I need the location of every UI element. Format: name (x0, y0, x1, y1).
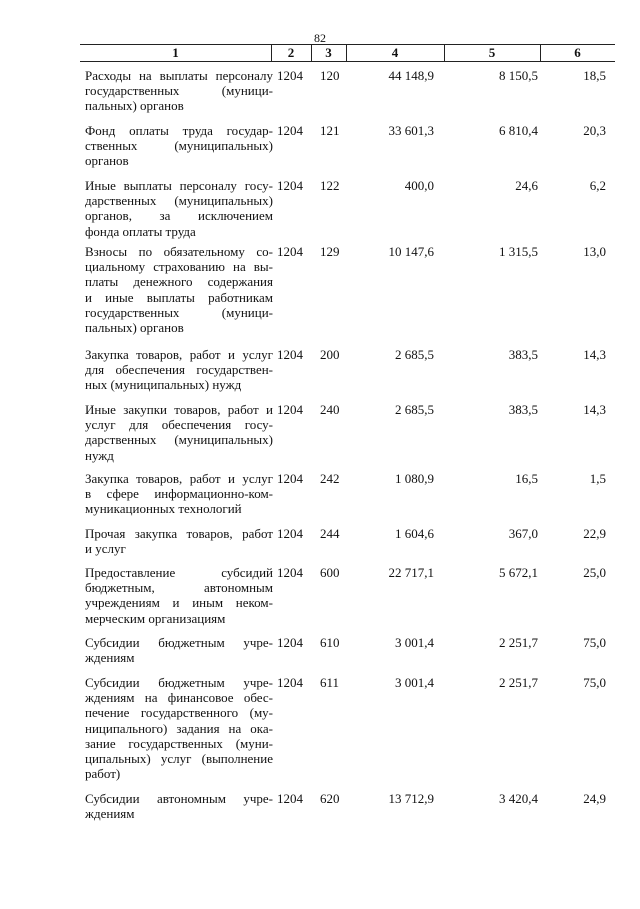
page-number: 82 (314, 31, 326, 45)
cell-c5: 3 420,4 (499, 791, 538, 806)
cell-c2: 1204 (277, 675, 303, 690)
cell-c5: 24,6 (515, 178, 538, 193)
row-name-line: муникационных технологий (85, 501, 242, 517)
cell-c6: 24,9 (583, 791, 606, 806)
row-name-line: платы денежного содержания (85, 274, 273, 290)
row-name-line: нужд (85, 447, 114, 463)
row-name-line: органов (85, 153, 129, 169)
cell-c2: 1204 (277, 402, 303, 417)
row-name-line: циальному страхованию на вы- (85, 259, 273, 275)
cell-c4: 3 001,4 (395, 635, 434, 650)
cell-c3: 611 (320, 675, 340, 690)
row-name-line: государственных (муници- (85, 83, 273, 99)
row-name (85, 471, 273, 517)
row-name-line: Иные выплаты персоналу госу- (85, 178, 273, 193)
cell-c6: 6,2 (589, 178, 606, 193)
cell-c2: 1204 (277, 347, 303, 362)
cell-c3: 129 (320, 244, 340, 259)
cell-c4: 3 001,4 (395, 675, 434, 690)
cell-c4: 44 148,9 (388, 68, 434, 83)
row-name-line: Субсидии бюджетным учре- (85, 635, 273, 650)
budget-table (80, 44, 615, 822)
header-col-6: 6 (574, 45, 581, 60)
header-col-2: 2 (287, 45, 295, 60)
row-name (85, 68, 273, 114)
row-name-line: Субсидии бюджетным учре- (85, 675, 273, 690)
cell-c2: 1204 (277, 123, 303, 138)
row-name-line: ждениям на финансовое обес- (85, 690, 273, 706)
header-col-3: 3 (325, 45, 332, 60)
row-name-line: Взносы по обязательному со- (85, 244, 273, 259)
cell-c4: 400,0 (404, 178, 434, 193)
row-name-line: ниципального) задания на ока- (85, 720, 273, 736)
header-col-5: 5 (488, 45, 496, 60)
row-name-line: и иные выплаты работникам (85, 289, 273, 305)
cell-c5: 383,5 (508, 347, 538, 362)
cell-c2: 1204 (277, 178, 303, 193)
row-name-line: ципальных) услуг (выполнение (85, 751, 273, 767)
cell-c5: 1 315,5 (499, 244, 538, 259)
cell-c3: 200 (320, 347, 340, 362)
cell-c3: 600 (320, 565, 340, 580)
cell-c6: 20,3 (583, 123, 606, 138)
row-name-line: органов, за исключением (85, 208, 273, 224)
row-name-line: Иные закупки товаров, работ и (85, 402, 273, 417)
cell-c6: 14,3 (583, 347, 606, 362)
cell-c3: 120 (320, 68, 340, 83)
row-name-line: ждениям (85, 650, 135, 666)
row-name-line: пальных) органов (85, 98, 184, 114)
cell-c2: 1204 (277, 526, 303, 541)
row-name-line: ждениям (85, 806, 135, 822)
cell-c6: 25,0 (583, 565, 606, 580)
row-name-line: ных (муниципальных) нужд (85, 377, 242, 393)
row-name-line: мерческим организациям (85, 610, 226, 626)
cell-c4: 33 601,3 (388, 123, 434, 138)
row-name (85, 178, 273, 239)
row-name (85, 123, 273, 169)
row-name-line: государственных (муници- (85, 304, 273, 320)
cell-c5: 8 150,5 (499, 68, 538, 83)
cell-c5: 367,0 (508, 526, 538, 541)
cell-c3: 620 (320, 791, 340, 806)
row-name (85, 635, 273, 665)
cell-c2: 1204 (277, 791, 303, 806)
cell-c6: 13,0 (583, 244, 606, 259)
cell-c6: 18,5 (583, 68, 606, 83)
row-name-line: и услуг (85, 541, 126, 557)
cell-c2: 1204 (277, 635, 303, 650)
row-name (85, 565, 273, 626)
row-name-line: Фонд оплаты труда государ- (85, 123, 273, 138)
cell-c4: 1 604,6 (395, 526, 434, 541)
cell-c5: 5 672,1 (499, 565, 538, 580)
cell-c4: 2 685,5 (395, 347, 434, 362)
cell-c3: 244 (320, 526, 340, 541)
cell-c6: 22,9 (583, 526, 606, 541)
header-col-1: 1 (172, 45, 179, 60)
row-name-line: ственных (муниципальных) (85, 138, 273, 154)
cell-c4: 22 717,1 (388, 565, 434, 580)
cell-c5: 6 810,4 (499, 123, 538, 138)
cell-c2: 1204 (277, 244, 303, 259)
row-name-line: дарственных (муниципальных) (85, 432, 273, 448)
row-name-line: печение государственного (му- (85, 705, 273, 721)
cell-c3: 242 (320, 471, 340, 486)
cell-c5: 2 251,7 (499, 675, 538, 690)
row-name-line: фонда оплаты труда (85, 223, 196, 239)
row-name (85, 791, 273, 821)
row-name-line: Прочая закупка товаров, работ (85, 526, 273, 541)
cell-c3: 240 (320, 402, 340, 417)
cell-c4: 10 147,6 (388, 244, 434, 259)
cell-c2: 1204 (277, 471, 303, 486)
cell-c3: 610 (320, 635, 340, 650)
row-name (85, 244, 273, 335)
row-name-line: Субсидии автономным учре- (85, 791, 273, 806)
row-name-line: пальных) органов (85, 320, 184, 336)
row-name (85, 347, 273, 393)
cell-c2: 1204 (277, 565, 303, 580)
row-name-line: для обеспечения государствен- (85, 362, 273, 378)
cell-c4: 13 712,9 (388, 791, 434, 806)
cell-c6: 1,5 (589, 471, 606, 486)
row-name-line: учреждениям и иным неком- (85, 595, 273, 611)
row-name (85, 402, 273, 463)
row-name-line: услуг для обеспечения госу- (85, 417, 273, 433)
cell-c5: 16,5 (515, 471, 538, 486)
cell-c6: 14,3 (583, 402, 606, 417)
row-name-line: бюджетным, автономным (85, 580, 273, 596)
cell-c6: 75,0 (583, 675, 606, 690)
row-name-line: в сфере информационно-ком- (85, 486, 273, 502)
row-name-line: Предоставление субсидий (85, 565, 273, 580)
cell-c4: 2 685,5 (395, 402, 434, 417)
cell-c5: 2 251,7 (499, 635, 538, 650)
row-name-line: Расходы на выплаты персоналу (85, 68, 273, 83)
header-col-4: 4 (391, 45, 399, 60)
cell-c6: 75,0 (583, 635, 606, 650)
cell-c5: 383,5 (508, 402, 538, 417)
cell-c3: 122 (320, 178, 340, 193)
row-name-line: дарственных (муниципальных) (85, 193, 273, 209)
row-name (85, 526, 273, 556)
cell-c4: 1 080,9 (395, 471, 434, 486)
cell-c2: 1204 (277, 68, 303, 83)
cell-c3: 121 (320, 123, 340, 138)
row-name-line: Закупка товаров, работ и услуг (85, 347, 273, 362)
table-header (80, 44, 615, 62)
row-name (85, 675, 273, 781)
row-name-line: работ) (85, 766, 121, 782)
row-name-line: зание государственных (муни- (85, 735, 273, 751)
row-name-line: Закупка товаров, работ и услуг (85, 471, 273, 486)
